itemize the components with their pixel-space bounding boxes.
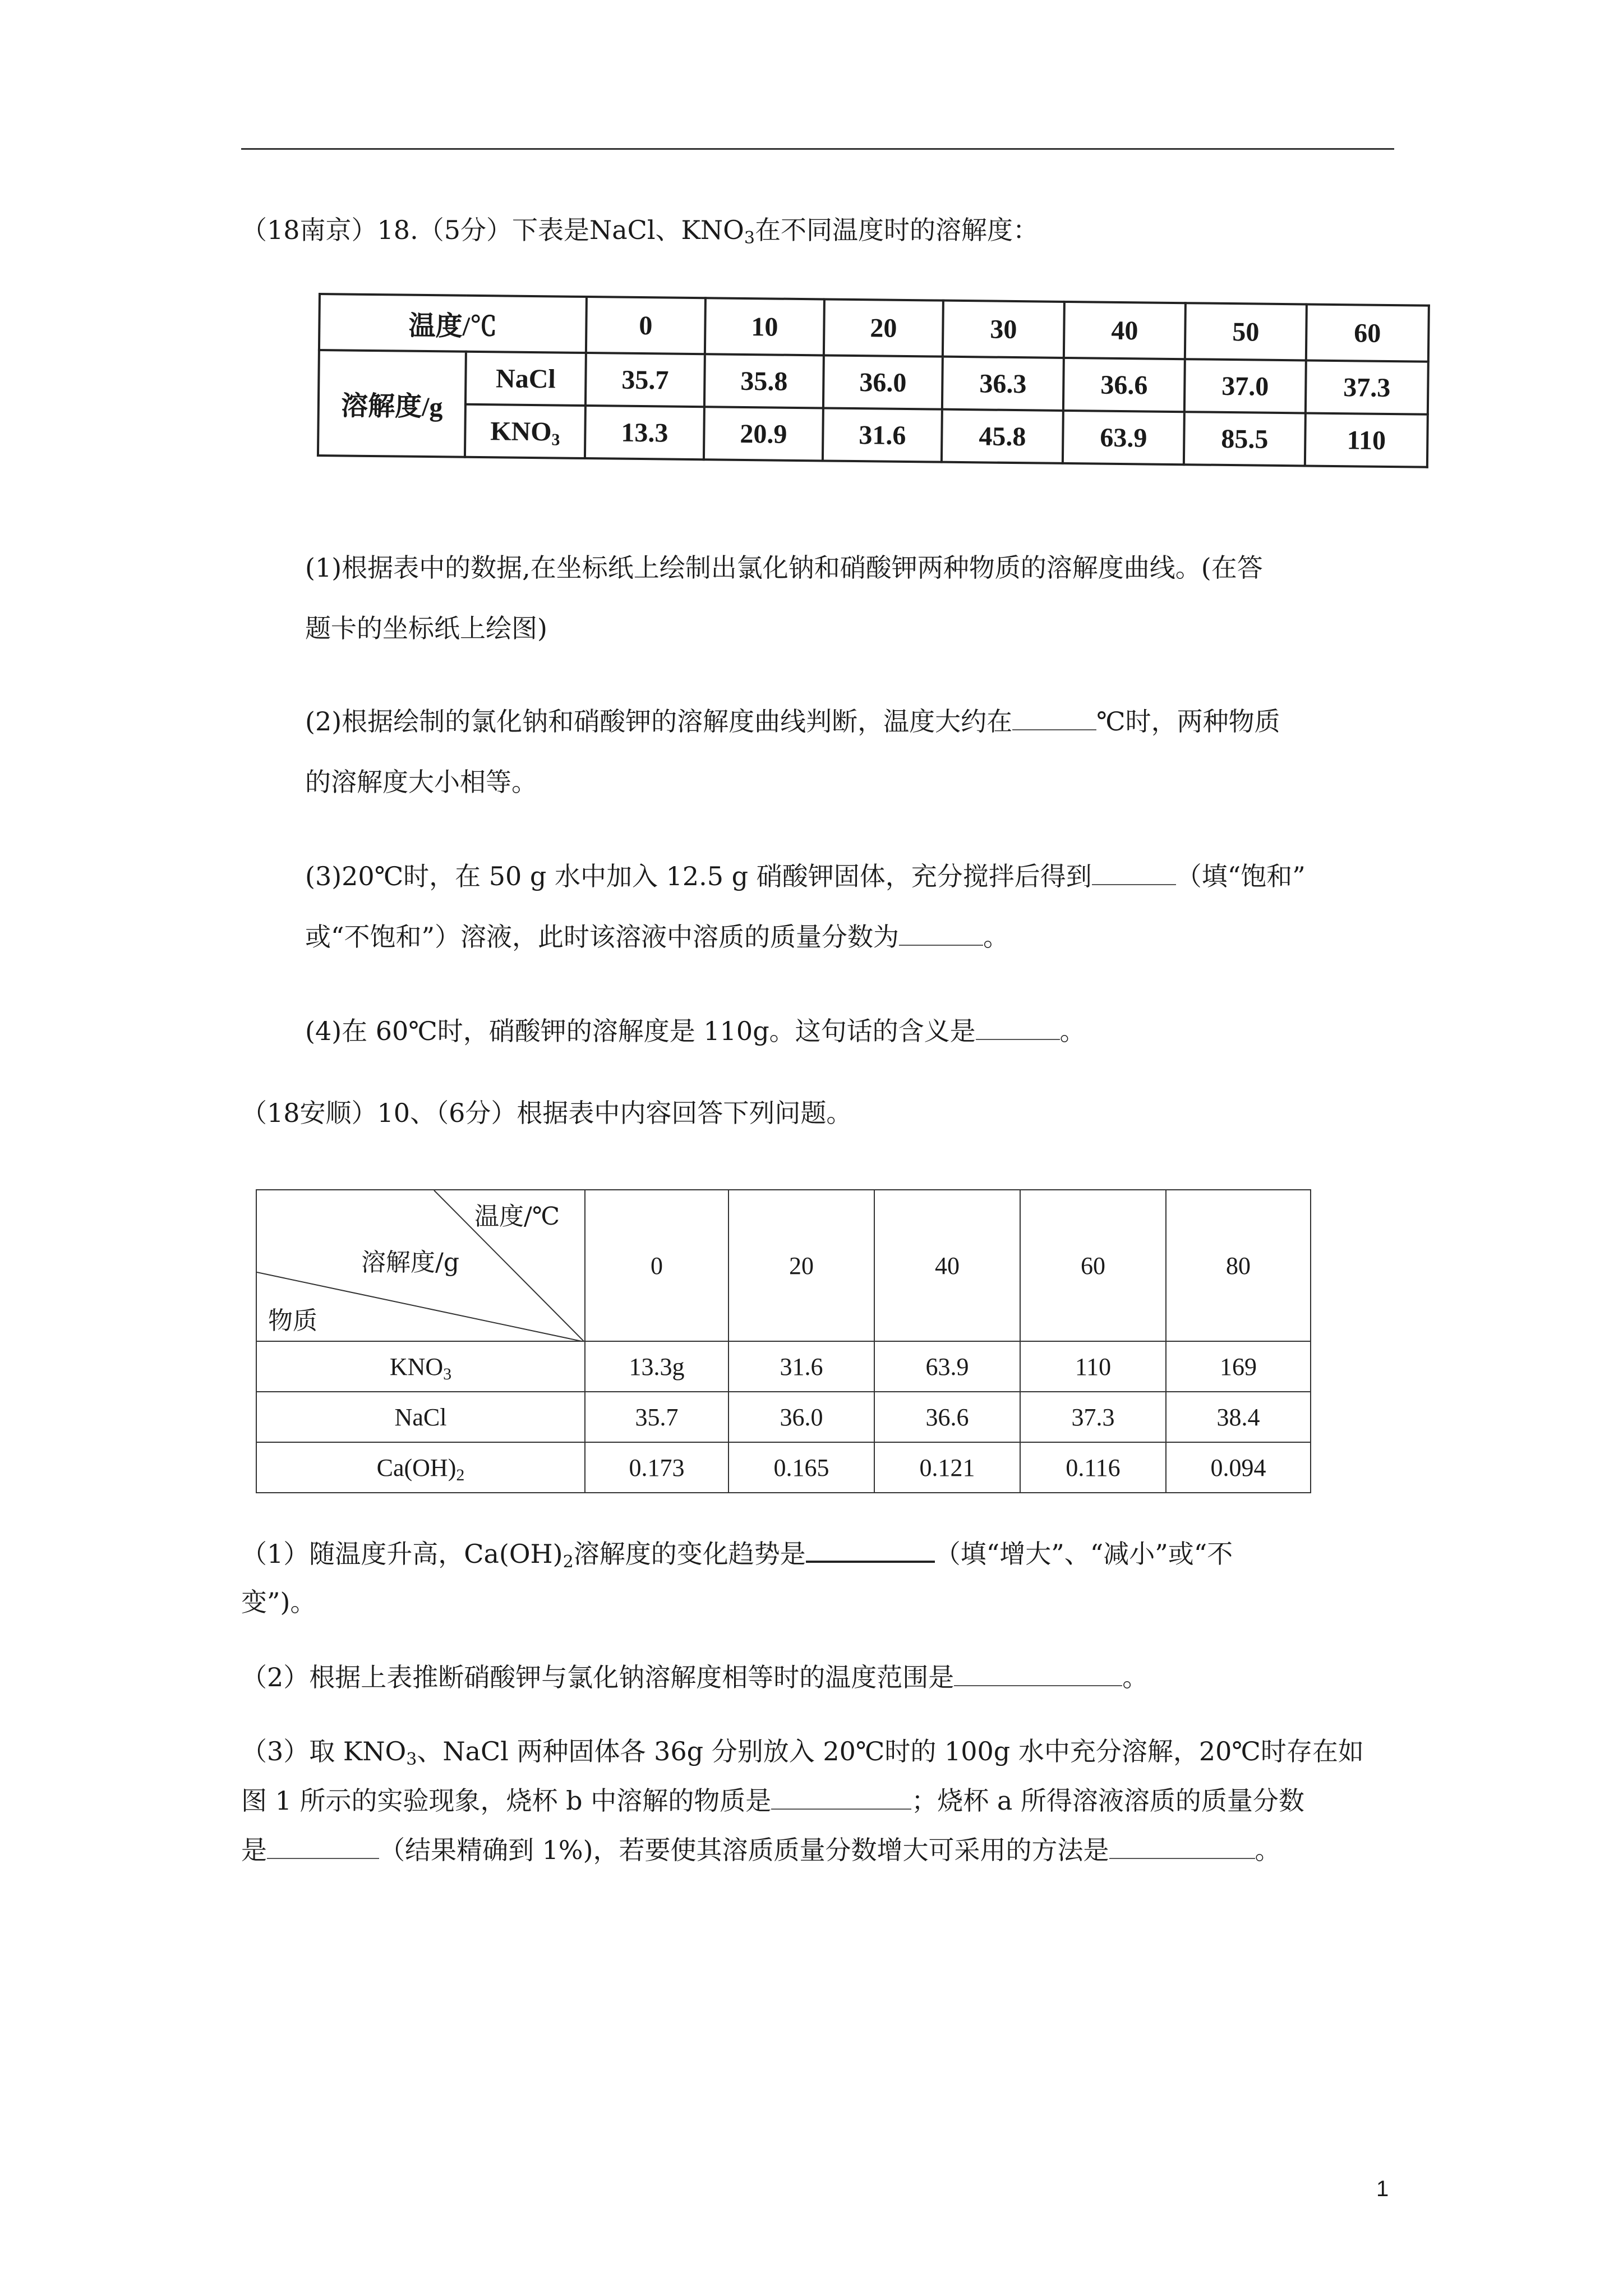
temp-header: 温度/℃ <box>319 294 587 353</box>
temp-cell: 20 <box>824 299 943 356</box>
temp-cell: 60 <box>1306 304 1429 361</box>
substance-name: $KNO_3$ <box>465 404 585 458</box>
substance-name: NaCl <box>256 1392 585 1442</box>
answer-blank[interactable] <box>899 920 983 946</box>
q2-part1-line1: （1）随温度升高，$Ca(OH)_2$溶解度的变化趋势是 （填“增大”、“减小”或“不 <box>241 1536 1233 1571</box>
substance-name: $KNO_3$ <box>256 1341 585 1392</box>
answer-blank[interactable] <box>1109 1833 1255 1859</box>
q1-part3-line1: (3)20℃时，在 50 g 水中加入 12.5 g 硝酸钾固体，充分搅拌后得到 （填“饱和” <box>305 859 1306 893</box>
q1-part4: (4)在 60℃时，硝酸钾的溶解度是 110g。这句话的含义是 。 <box>305 1014 1086 1048</box>
value-cell: 37.3 <box>1020 1392 1166 1442</box>
value-cell: 0.173 <box>585 1442 728 1493</box>
value-cell: 37.3 <box>1306 360 1428 414</box>
q1-part3-line2: 或“不饱和”）溶液，此时该溶液中溶质的质量分数为 。 <box>305 920 1009 954</box>
value-cell: 0.094 <box>1166 1442 1311 1493</box>
page-number: 1 <box>1376 2177 1389 2201</box>
value-cell: 38.4 <box>1166 1392 1311 1442</box>
temp-cell: 40 <box>874 1190 1020 1341</box>
header-rule <box>241 148 1394 150</box>
temp-cell: 50 <box>1185 303 1307 360</box>
answer-blank[interactable] <box>806 1536 935 1563</box>
substance-name: $Ca(OH)_2$ <box>256 1442 585 1493</box>
value-cell: 110 <box>1020 1341 1166 1392</box>
value-cell: 13.3g <box>585 1341 728 1392</box>
value-cell: 37.0 <box>1184 359 1306 413</box>
q1-part2-line1: (2)根据绘制的氯化钠和硝酸钾的溶解度曲线判断，温度大约在 ℃时，两种物质 <box>305 705 1280 738</box>
corner-solubility-label: 溶解度/g <box>361 1248 459 1277</box>
value-cell: 110 <box>1305 413 1428 467</box>
value-cell: 35.7 <box>585 353 705 407</box>
value-cell: 13.3 <box>585 406 704 459</box>
corner-substance-label: 物质 <box>268 1306 317 1335</box>
answer-blank[interactable] <box>954 1660 1122 1686</box>
substance-name: NaCl <box>465 352 586 406</box>
value-cell: 36.6 <box>874 1392 1020 1442</box>
value-cell: 36.0 <box>728 1392 874 1442</box>
answer-blank[interactable] <box>1092 859 1176 885</box>
temp-cell: 10 <box>705 298 824 355</box>
answer-blank[interactable] <box>771 1784 911 1810</box>
solubility-header: 溶解度/g <box>318 350 466 457</box>
value-cell: 45.8 <box>942 409 1063 463</box>
value-cell: 35.7 <box>585 1392 728 1442</box>
q2-part1-line2: 变”)。 <box>241 1587 316 1617</box>
q2-part3-line3: 是 （结果精确到 1%)，若要使其溶质质量分数增大可采用的方法是 。 <box>241 1833 1281 1867</box>
q1-title: （18南京）18.（5分）下表是NaCl、$KNO_3$在不同温度时的溶解度： <box>241 215 1039 248</box>
value-cell: 63.9 <box>874 1341 1020 1392</box>
answer-blank[interactable] <box>267 1833 379 1859</box>
answer-blank[interactable] <box>976 1014 1060 1040</box>
value-cell: 36.6 <box>1063 358 1185 412</box>
q1-part2-line2: 的溶解度大小相等。 <box>305 767 537 797</box>
q2-part3-line2: 图 1 所示的实验现象，烧杯 b 中溶解的物质是 ；烧杯 a 所得溶液溶质的质量分数 <box>241 1784 1304 1818</box>
corner-temp-label: 温度/℃ <box>474 1202 560 1231</box>
temp-cell: 0 <box>586 297 706 354</box>
temp-cell: 40 <box>1064 302 1186 359</box>
q2-part2: （2）根据上表推断硝酸钾与氯化钠溶解度相等时的温度范围是 。 <box>241 1660 1148 1694</box>
answer-blank[interactable] <box>1012 705 1096 730</box>
q2-title: （18安顺）10、（6分）根据表中内容回答下列问题。 <box>241 1098 852 1128</box>
q2-part3-line1: （3）取 $KNO_3$、NaCl 两种固体各 36g 分别放入 20℃时的 100g 水中充分溶解，20℃时存在如 <box>241 1736 1364 1769</box>
value-cell: 36.3 <box>942 357 1064 411</box>
value-cell: 31.6 <box>823 408 942 462</box>
value-cell: 85.5 <box>1184 412 1306 466</box>
temp-cell: 0 <box>585 1190 728 1341</box>
value-cell: 20.9 <box>704 407 823 461</box>
temp-cell: 20 <box>728 1190 874 1341</box>
value-cell: 31.6 <box>728 1341 874 1392</box>
value-cell: 0.121 <box>874 1442 1020 1493</box>
value-cell: 35.8 <box>704 354 824 408</box>
diagonal-header <box>256 1190 585 1341</box>
q1-part1-line1: (1)根据表中的数据,在坐标纸上绘制出氯化钠和硝酸钾两种物质的溶解度曲线。(在答 <box>305 553 1263 583</box>
value-cell: 169 <box>1166 1341 1311 1392</box>
q1-part1-line2: 题卡的坐标纸上绘图) <box>305 613 547 643</box>
value-cell: 63.9 <box>1063 411 1184 464</box>
temp-cell: 30 <box>943 301 1064 358</box>
value-cell: 0.116 <box>1020 1442 1166 1493</box>
q1-solubility-table <box>317 293 1430 468</box>
value-cell: 0.165 <box>728 1442 874 1493</box>
q2-solubility-table <box>256 1189 1311 1493</box>
value-cell: 36.0 <box>823 355 943 409</box>
temp-cell: 80 <box>1166 1190 1311 1341</box>
temp-cell: 60 <box>1020 1190 1166 1341</box>
